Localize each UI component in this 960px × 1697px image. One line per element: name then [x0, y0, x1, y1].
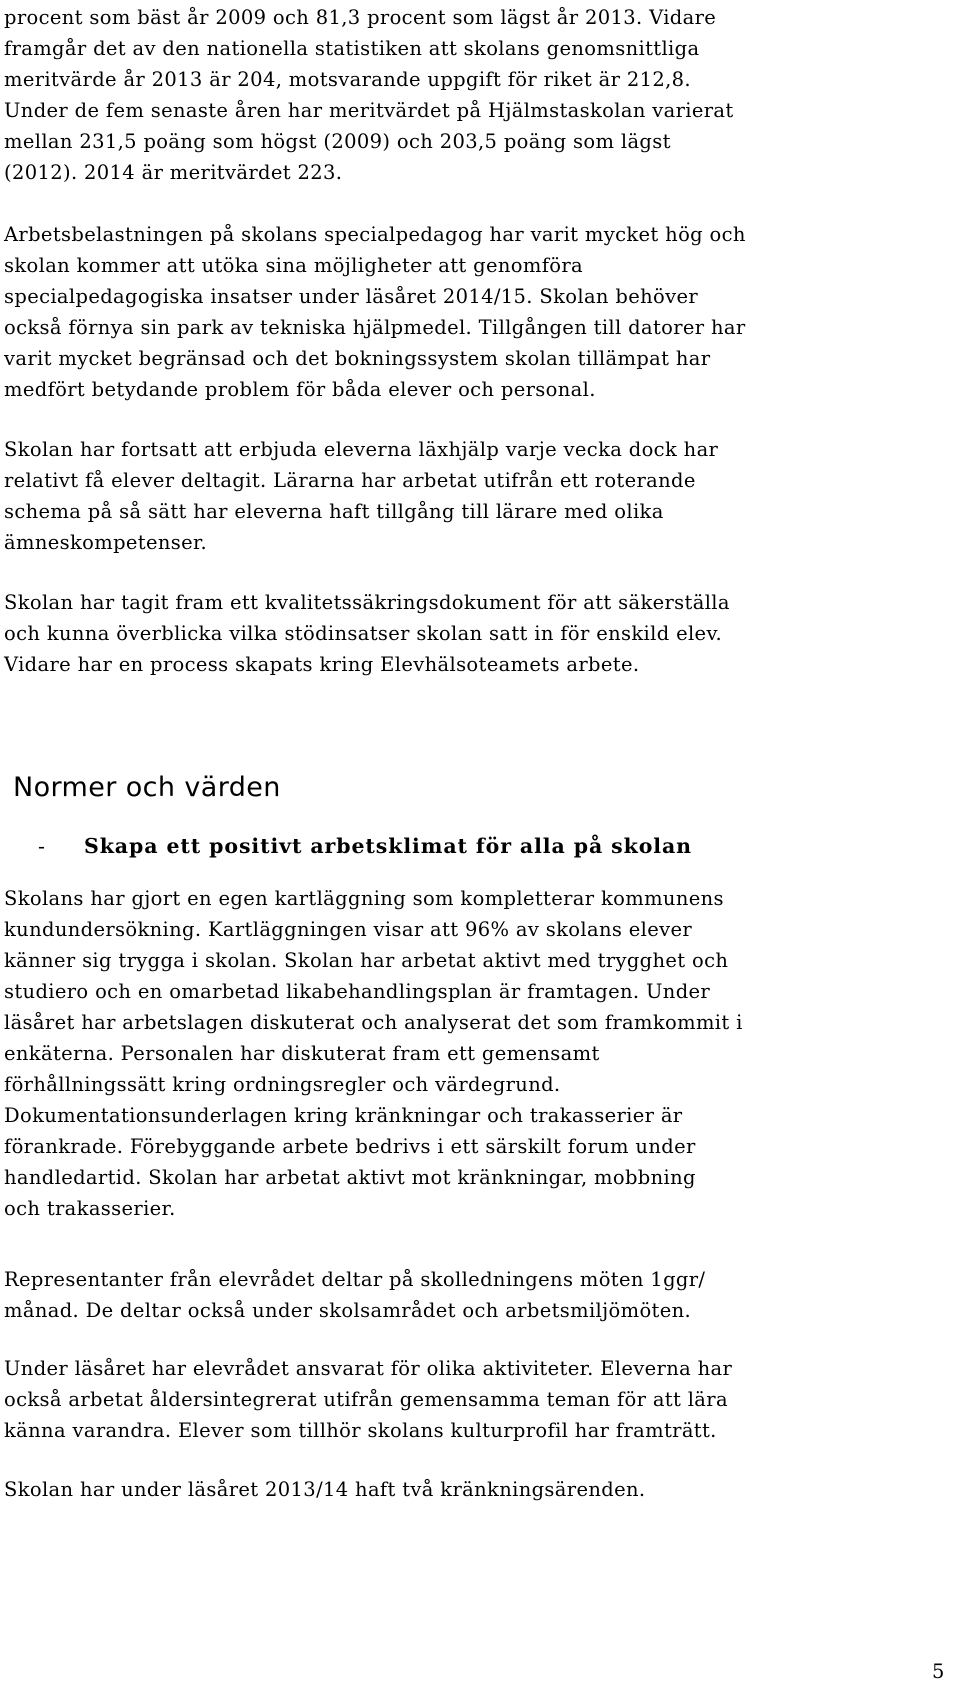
text-line: schema på så sätt har eleverna haft tillgång till lärare med olika — [4, 500, 664, 523]
text-line: (2012). 2014 är meritvärdet 223. — [4, 161, 343, 184]
text-line: framgår det av den nationella statistiken att skolans genomsnittliga — [4, 37, 700, 60]
section-heading: Normer och värden — [13, 772, 281, 803]
text-line: skolan kommer att utöka sina möjligheter att genomföra — [4, 254, 584, 277]
text-line: studiero och en omarbetad likabehandlingsplan är framtagen. Under — [4, 980, 711, 1003]
text-line: förhållningssätt kring ordningsregler och värdegrund. — [4, 1073, 561, 1096]
text-line: Vidare har en process skapats kring Elevhälsoteamets arbete. — [4, 653, 640, 676]
text-line: och trakasserier. — [4, 1197, 176, 1220]
paragraph-special-education — [4, 219, 954, 405]
text-line: känner sig trygga i skolan. Skolan har arbetat aktivt med trygghet och — [4, 949, 729, 972]
paragraph-quality-assurance — [4, 587, 954, 680]
paragraph-student-council — [4, 1264, 954, 1326]
text-line: förankrade. Förebyggande arbete bedrivs i ett särskilt forum under — [4, 1135, 696, 1158]
text-line: mellan 231,5 poäng som högst (2009) och 203,5 poäng som lägst — [4, 130, 671, 153]
text-line: meritvärde år 2013 är 204, motsvarande uppgift för riket är 212,8. — [4, 68, 691, 91]
paragraph-offense-cases — [4, 1474, 954, 1505]
text-line: handledartid. Skolan har arbetat aktivt mot kränkningar, mobbning — [4, 1166, 696, 1189]
paragraph-safety-survey — [4, 883, 954, 1224]
paragraph-homework-help — [4, 434, 954, 558]
paragraph-activities — [4, 1353, 954, 1446]
text-line: läsåret har arbetslagen diskuterat och analyserat det som framkommit i — [4, 1011, 743, 1034]
text-line: Skolans har gjort en egen kartläggning som kompletterar kommunens — [4, 887, 724, 910]
text-line: enkäterna. Personalen har diskuterat fram ett gemensamt — [4, 1042, 600, 1065]
paragraph-merit-values — [4, 2, 954, 188]
section-subheading — [38, 830, 692, 862]
subheading-dash: - — [38, 834, 46, 858]
text-line: ämneskompetenser. — [4, 531, 208, 554]
text-line: Under de fem senaste åren har meritvärdet på Hjälmstaskolan varierat — [4, 99, 734, 122]
text-line: och kunna överblicka vilka stödinsatser skolan satt in för enskild elev. — [4, 622, 723, 645]
text-line: Arbetsbelastningen på skolans specialpedagog har varit mycket hög och — [4, 223, 746, 246]
text-line: medfört betydande problem för båda elever och personal. — [4, 378, 596, 401]
text-line: också arbetat åldersintegrerat utifrån gemensamma teman för att lära — [4, 1388, 728, 1411]
page-number: 5 — [932, 1660, 945, 1683]
text-line: relativt få elever deltagit. Lärarna har arbetat utifrån ett roterande — [4, 469, 696, 492]
text-line: specialpedagogiska insatser under läsåret 2014/15. Skolan behöver — [4, 285, 699, 308]
text-line: Under läsåret har elevrådet ansvarat för olika aktiviteter. Eleverna har — [4, 1357, 733, 1380]
text-line: Skolan har fortsatt att erbjuda eleverna läxhjälp varje vecka dock har — [4, 438, 719, 461]
text-line: månad. De deltar också under skolsamrådet och arbetsmiljömöten. — [4, 1299, 692, 1322]
text-line: kundundersökning. Kartläggningen visar att 96% av skolans elever — [4, 918, 693, 941]
subheading-text: Skapa ett positivt arbetsklimat för alla på skolan — [84, 834, 692, 858]
text-line: Dokumentationsunderlagen kring kränkningar och trakasserier är — [4, 1104, 683, 1127]
text-line: Skolan har tagit fram ett kvalitetssäkringsdokument för att säkerställa — [4, 591, 730, 614]
text-line: procent som bäst år 2009 och 81,3 procent som lägst år 2013. Vidare — [4, 6, 717, 29]
text-line: Skolan har under läsåret 2013/14 haft två kränkningsärenden. — [4, 1478, 646, 1501]
text-line: Representanter från elevrådet deltar på skolledningens möten 1ggr/ — [4, 1268, 706, 1291]
text-line: också förnya sin park av tekniska hjälpmedel. Tillgången till datorer har — [4, 316, 746, 339]
text-line: varit mycket begränsad och det bokningssystem skolan tillämpat har — [4, 347, 711, 370]
text-line: känna varandra. Elever som tillhör skolans kulturprofil har framträtt. — [4, 1419, 717, 1442]
